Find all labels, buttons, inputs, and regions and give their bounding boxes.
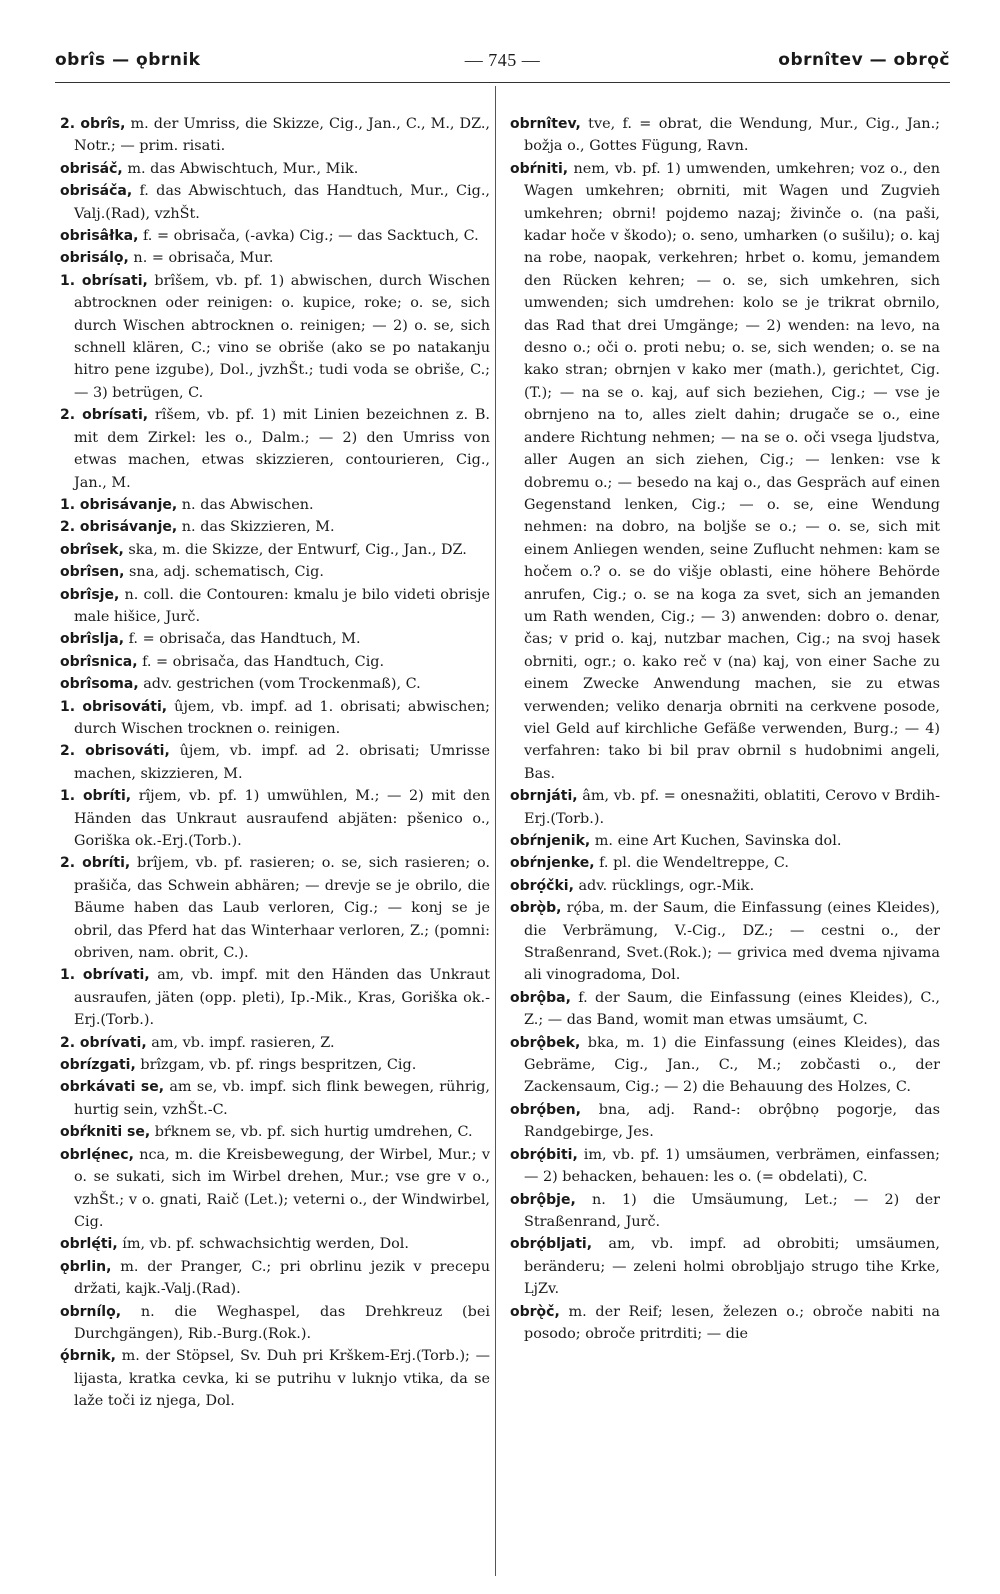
dictionary-entry [60,1345,490,1412]
entry-headword: obrǫ̂bje, [510,1191,576,1208]
entry-definition: bka, m. 1) die Einfassung (eines Kleides), das Gebräme, Cig., Jan., C., M.; zobčasti o., der Zackensaum, Cig.; — 2) die Behauung des Holzes, C. [524,1034,940,1096]
entry-definition: rîšem, vb. pf. 1) mit Linien bezeichnen z. B. mit dem Zirkel: les o., Dalm.; — 2) den Umriss von etwas machen, etwas skizzieren, contourieren, Cig., Jan., M. [74,407,490,491]
entry-headword: obrnîtev, [510,116,581,132]
dictionary-entry [60,1076,490,1121]
entry-definition: rǫ́ba, m. der Saum, die Einfassung (eines Kleides), die Verbrämung, V.-Cig., DZ.; — cestni o., der Straßenrand, Svet.(Rok.); — grivica med dvema njivama ali vinogradoma, Dol. [524,900,940,984]
entry-definition: nca, m. die Kreisbewegung, der Wirbel, Mur.; v o. se sukati, sich im Wirbel drehen, Mur.; vse gre v o., vzhŠt.; v o. gnati, Raič (Let.); veterni o., der Windwirbel, Cig. [74,1146,490,1230]
entry-definition: brîjem, vb. pf. rasieren; o. se, sich rasieren; o. prašiča, das Schwein abhären; — drevje se je obrilo, die Bäume haben das Laub verloren, Cig.; — konj se je obril, das Pferd hat das Winterhaar verloren, Z.; (pomni: obriven, nam. obrit, C.). [74,855,490,962]
dictionary-entry [60,1121,490,1143]
entry-headword: obrisáč, [60,160,123,177]
entry-definition: f. = obrisača, das Handtuch, M. [124,631,361,648]
dictionary-entry [60,964,490,1031]
entry-headword: obŕnjenke, [510,855,595,872]
dictionary-entry [60,180,490,225]
dictionary-entry [60,628,490,650]
dictionary-entry [510,1099,940,1144]
header-right-guideword: obrnîtev — obrǫč [778,50,950,70]
page-number: — 745 — [464,50,541,70]
dictionary-entry [510,875,940,897]
dictionary-entry [60,247,490,269]
column-divider [495,86,496,1576]
dictionary-entry [60,785,490,852]
entry-headword: ǫbrlin, [60,1258,112,1275]
entry-headword: obrlę́ti, [60,1236,118,1253]
dictionary-entry [60,1032,490,1054]
dictionary-entry [510,830,940,852]
dictionary-entry [60,1233,490,1255]
entry-definition: brîzgam, vb. pf. rings bespritzen, Cig. [135,1057,417,1074]
entry-definition: n. die Weghaspel, das Drehkreuz (bei Durchgängen), Rib.-Burg.(Rok.). [74,1303,490,1342]
entry-headword: obŕniti, [510,160,569,177]
entry-headword: obrîsek, [60,541,124,558]
dictionary-entry [60,270,490,404]
dictionary-entry [510,852,940,874]
entry-headword: obrízgati, [60,1057,136,1074]
entry-definition: ím, vb. pf. schwachsichtig werden, Dol. [117,1236,409,1253]
entry-headword: obŕkniti se, [60,1124,151,1141]
entry-definition: am se, vb. impf. sich flink bewegen, rührig, hurtig sein, vzhŠt.-C. [74,1079,490,1118]
entry-definition: sna, adj. schematisch, Cig. [124,564,324,581]
entry-definition: n. = obrisača, Mur. [128,250,274,267]
entry-headword: obrǫ̀b, [510,900,562,917]
entry-definition: âm, vb. pf. = onesnažiti, oblatiti, Cerovo v Brdih-Erj.(Torb.). [524,788,940,827]
entry-headword: obrǫ̀č, [510,1303,560,1320]
entry-definition: f. = obrisača, (-avka) Cig.; — das Sacktuch, C. [138,228,479,245]
entry-definition: rîjem, vb. pf. 1) umwühlen, M.; — 2) mit den Händen das Unkraut ausraufend abjäten: pšenico o., Goriška ok.-Erj.(Torb.). [74,788,490,849]
entry-definition: ûjem, vb. impf. ad 2. obrisati; Umrisse machen, skizzieren, M. [74,743,490,782]
entry-definition: im, vb. pf. 1) umsäumen, verbrämen, einfassen; — 2) behacken, behauen: les o. (= obdelati), C. [524,1146,940,1186]
entry-definition: bŕknem se, vb. pf. sich hurtig umdrehen, C. [150,1124,473,1141]
entry-headword: obrǫ́biti, [510,1146,578,1163]
dictionary-entry [510,987,940,1032]
dictionary-entry [510,1144,940,1189]
entry-headword: obrîsnica, [60,653,138,670]
entry-headword: 2. obríti, [60,855,131,872]
entry-definition: tve, f. = obrat, die Wendung, Mur., Cig., Jan.; božja o., Gottes Fügung, Ravn. [524,116,940,155]
dictionary-entry [60,158,490,180]
entry-headword: 1. obrisováti, [60,698,168,715]
dictionary-entry [60,516,490,538]
entry-definition: adv. rücklings, ogr.-Mik. [573,877,755,894]
dictionary-entry [510,113,940,158]
header-left-guideword: obrîs — ǫbrnik [55,50,201,70]
dictionary-entry [60,673,490,695]
dictionary-entry [60,225,490,247]
entry-headword: 1. obrisávanje, [60,496,178,513]
dictionary-entry [510,1233,940,1300]
entry-headword: obrǫ̂ba, [510,989,571,1006]
entry-definition: m. der Pranger, C.; pri obrlinu jezik v precepu držati, kajk.-Valj.(Rad). [74,1258,490,1298]
entry-headword: 2. obrisávanje, [60,519,178,536]
entry-definition: am, vb. impf. ad obrobiti; umsäumen, beränderu; — zeleni holmi obrobljajo strugo tihe Krke, LjZv. [524,1236,940,1298]
entry-definition: n. coll. die Contouren: kmalu je bilo videti obrisje male hišice, Jurč. [74,586,490,625]
left-column [60,113,490,1413]
entry-headword: obrisálọ, [60,250,129,267]
dictionary-entry [60,1301,490,1346]
entry-definition: f. der Saum, die Einfassung (eines Kleides), C., Z.; — das Band, womit man etwas umsäumt, C. [524,989,940,1029]
entry-definition: n. 1) die Umsäumung, Let.; — 2) der Straßenrand, Jurč. [524,1191,940,1230]
dictionary-entry [510,158,940,785]
entry-definition: ûjem, vb. impf. ad 1. obrisati; abwischen; durch Wischen trocknen o. reinigen. [74,698,490,737]
entry-headword: obrkávati se, [60,1079,165,1096]
dictionary-entry [60,1144,490,1234]
dictionary-entry [510,897,940,987]
entry-headword: obrîsje, [60,586,120,603]
dictionary-entry [60,113,490,158]
right-column [510,113,940,1345]
entry-headword: 2. obrísati, [60,407,149,424]
dictionary-entry [60,1054,490,1076]
entry-headword: 2. obrisováti, [60,743,170,760]
entry-definition: m. der Reif; lesen, železen o.; obroče nabiti na posodo; obroče pritrditi; — die [524,1303,940,1342]
entry-headword: obŕnjenik, [510,833,591,849]
dictionary-entry [60,494,490,516]
dictionary-entry [60,696,490,741]
dictionary-entry [60,852,490,964]
dictionary-entry [60,561,490,583]
entry-headword: obrnílọ, [60,1303,122,1320]
entry-headword: obrǫ́bljati, [510,1236,593,1253]
entry-definition: am, vb. impf. rasieren, Z. [146,1034,335,1051]
entry-headword: obrlę́nec, [60,1146,134,1163]
entry-headword: obrisâłka, [60,228,139,245]
entry-headword: obrîsen, [60,564,125,581]
entry-definition: am, vb. impf. mit den Händen das Unkraut ausraufen, jäten (opp. pleti), Ip.-Mik., Kras, Goriška ok.-Erj.(Torb.). [74,967,490,1029]
entry-headword: 2. obrîs, [60,116,126,132]
entry-headword: 1. obrívati, [60,967,150,984]
entry-headword: obrǫ́ben, [510,1101,581,1118]
dictionary-entry [510,1301,940,1346]
page-header [55,50,950,80]
entry-definition: m. der Stöpsel, Sv. Duh pri Krškem-Erj.(Torb.); — lijasta, kratka cevka, ki se putrihu v luknjo vtika, da se laže toči iz njega, Dol. [74,1348,490,1410]
entry-definition: nem, vb. pf. 1) umwenden, umkehren; voz o., den Wagen umkehren; obrniti, mit Wagen und Zugvieh umkehren; obrni! pojdemo nazaj; živinče o. (na paši, kadar hoče v škodo); o. seno, umharken (o sušilu); o. kaj na robe, naopak, verkehren; hrbet o. komu, jemandem den Rücken kehren; — o. se, sich umkehren, sich umwenden; sich umdrehen: kolo se je trikrat obrnilo, das Rad that drei Umgänge; — 2) wenden: na levo, na desno o.; oči o. proti nebu; o. se, sich wenden; o. se na kako stran; obrnjen v kako mer (math.), gerichtet, Cig.(T.); — na se o. kaj, auf sich beziehen, Cig.; — vse je obrnjeno na to, alles zielt dahin; drugače se o., eine andere Richtung nehmen; — na se o. oči vsega ljudstva, aller Augen an sich ziehen, Cig.; — lenken: vse k dobremu o.; — besedo na kaj o., das Gespräch auf einen Gegenstand lenken, Cig.; — o. se, eine Wendung nehmen: na dobro, na boljše se o.; — o. se, sich mit einem Anliegen wenden, seine Zuflucht nehmen: kam se hočem o.? o. se do višje oblasti, eine höhere Behörde anrufen, Cig.; o. se na koga za svet, sich an jemanden um Rath wenden, Cig.; — 3) anwenden: dobro o. denar, čas; v prid o. kaj, nutzbar machen, Cig.; na svoj hasek obrniti, ogr.; o. kako reč v (na) kaj, von einer Sache zu einem Zwecke Anwendung machen, sie zu etwas verwenden; veliko denarja obrniti na cerkvene posode, viel Geld auf kirchliche Gefäße verwenden, Burg.; — 4) verfahren: tako bi bil prav obrnil s hudobnimi angeli, Bas. [524,160,940,782]
entry-definition: n. das Abwischen. [177,496,314,513]
dictionary-entry [60,539,490,561]
entry-definition: adv. gestrichen (vom Trockenmaß), C. [138,676,421,693]
entry-headword: obrisáča, [60,183,133,200]
entry-definition: bna, adj. Rand-: obrǫ̂bnọ pogorje, das Randgebirge, Jes. [524,1101,940,1141]
entry-definition: f. = obrisača, das Handtuch, Cig. [137,653,385,670]
entry-definition: n. das Skizzieren, M. [177,519,335,536]
entry-definition: m. eine Art Kuchen, Savinska dol. [590,833,842,849]
dictionary-entry [60,1256,490,1301]
entry-headword: ǫ́brnik, [60,1348,116,1365]
entry-headword: obrnjáti, [510,788,578,805]
dictionary-entry [510,1032,940,1099]
dictionary-entry [510,785,940,830]
dictionary-entry [60,584,490,629]
entry-definition: f. das Abwischtuch, das Handtuch, Mur., Cig., Valj.(Rad), vzhŠt. [74,183,490,222]
entry-definition: m. der Umriss, die Skizze, Cig., Jan., C., M., DZ., Notr.; — prim. risati. [74,116,490,155]
dictionary-entry [60,404,490,494]
entry-headword: obrîsoma, [60,676,139,693]
entry-definition: m. das Abwischtuch, Mur., Mik. [122,160,359,177]
entry-definition: brîšem, vb. pf. 1) abwischen, durch Wischen abtrocknen oder reinigen: o. kupice, roke; o. se, sich durch Wischen abtrocknen o. reinigen; — 2) o. se, sich schnell klären, C.; vino se obriše (ako se po natakanju hitro pene izgube), Dol., jvzhŠt.; tudi voda se obriše, C.; — 3) betrügen, C. [74,272,490,401]
entry-headword: obrọ́čki, [510,877,574,894]
entry-definition: ska, m. die Skizze, der Entwurf, Cig., Jan., DZ. [123,541,467,558]
entry-headword: 2. obrívati, [60,1034,147,1051]
dictionary-entry [510,1189,940,1234]
header-rule [55,82,950,83]
dictionary-entry [60,740,490,785]
entry-definition: f. pl. die Wendeltreppe, C. [594,855,790,872]
entry-headword: 1. obrísati, [60,272,148,289]
entry-headword: 1. obríti, [60,788,132,805]
dictionary-entry [60,651,490,673]
entry-headword: obrǫ̂bek, [510,1034,581,1051]
entry-headword: obrîslja, [60,631,125,648]
